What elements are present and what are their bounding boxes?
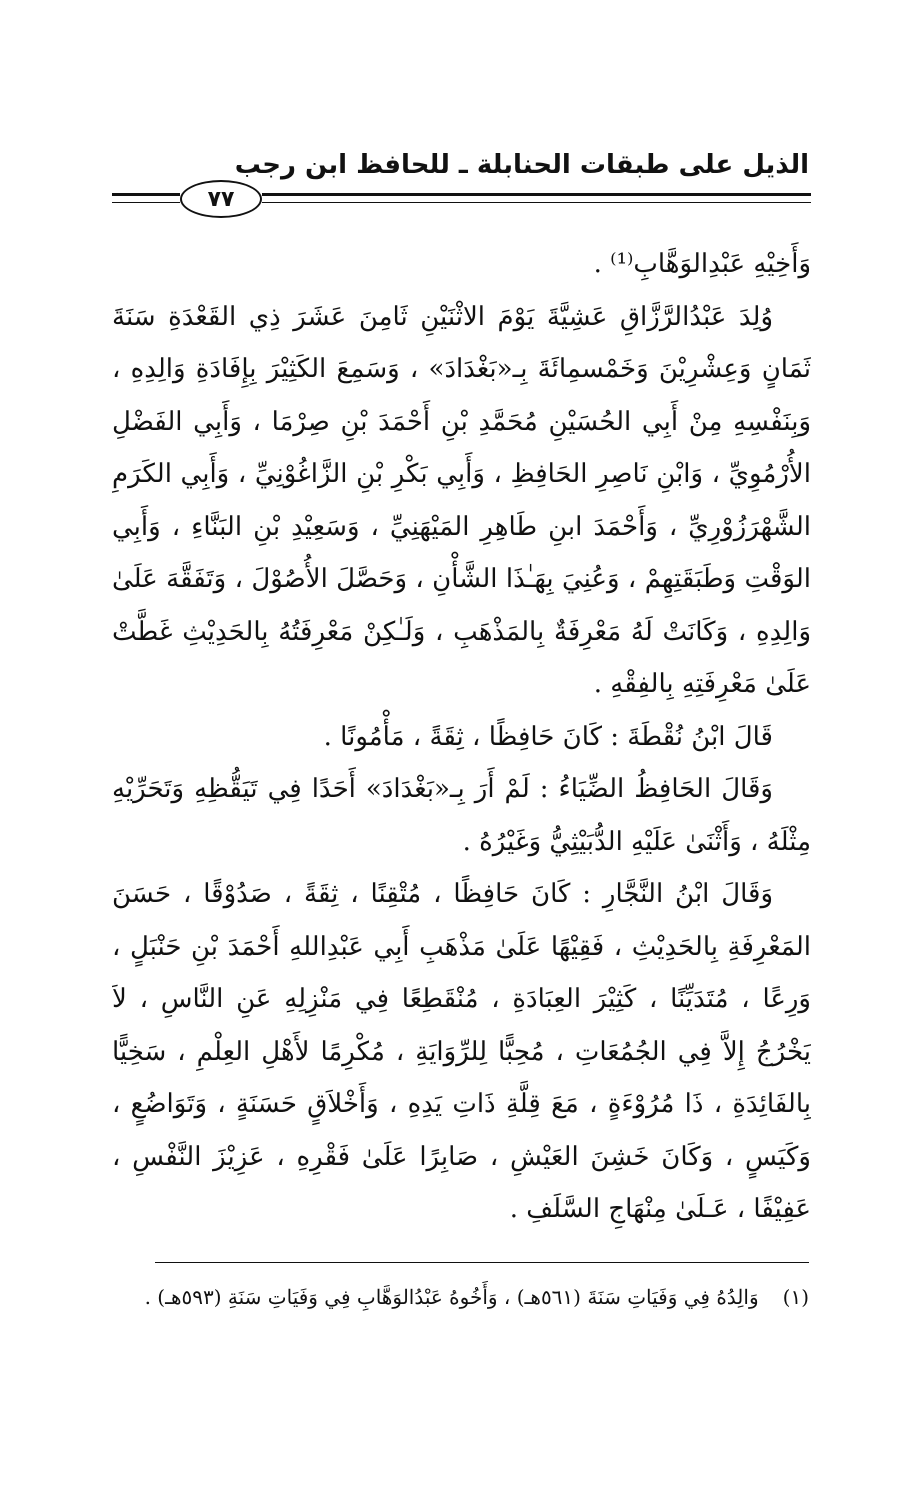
header-rule-right: [262, 193, 811, 203]
paragraph: وُلِدَ عَبْدُالرَّزَّاقِ عَشِيَّةَ يَوْمَ الاثْنَيْنِ ثَامِنَ عَشَرَ ذِي القَعْدَةِ سَنَةَ ثَمَانٍ وَعِشْرِيْنَ وَخَمْسمِائَةَ بِـ«بَغْدَادَ» ، وَسَمِعَ الكَثِيْرَ بِإِفَادَةِ وَالِدِهِ ، وَبِنَفْسِهِ مِنْ أَبِي الحُسَيْنِ مُحَمَّدِ بْنِ أَحْمَدَ بْنِ صِرْمَا ، وَأَبِي الفَضْلِ الأُرْمُوِيِّ ، وَابْنِ نَاصِرِ الحَافِظِ ، وَأَبِي بَكْرِ بْنِ الزَّاغُوْنِيِّ ، وَأَبِي الكَرَمِ الشَّهْرَزُوْرِيِّ ، وَأَحْمَدَ ابنِ طَاهِرِ المَيْهَنِيِّ ، وَسَعِيْدِ بْنِ البَنَّاءِ ، وَأَبِي الوَقْتِ وَطَبَقَتِهِمْ ، وَعُنِيَ بِهَـٰذَا الشَّأْنِ ، وَحَصَّلَ الأُصُوْلَ ، وَتَفَقَّهَ عَلَىٰ وَالِدِهِ ، وَكَانَتْ لَهُ مَعْرِفَةٌ بِالمَذْهَبِ ، وَلَـٰكِنْ مَعْرِفَتُهُ بِالحَدِيْثِ غَطَّتْ عَلَىٰ مَعْرِفَتِهِ بِالفِقْهِ .: [112, 301, 811, 699]
main-text: [112, 238, 811, 1238]
paragraph: وَقَالَ الحَافِظُ الضِّيَاءُ : لَمْ أَرَ بِـ«بَغْدَادَ» أَحَدًا فِي تَيَقُّظِهِ وَتَحَرِّيْهِ مِثْلَهُ ، وَأَثْنَىٰ عَلَيْهِ الدُّبَيْثِيُّ وَغَيْرُهُ .: [112, 774, 811, 857]
footnote-marker: (١): [782, 1285, 809, 1309]
paragraph: [112, 1236, 811, 1239]
paragraph: قَالَ ابْنُ نُقْطَةَ : كَانَ حَافِظًا ، ثِقَةً ، مَأْمُونًا .: [323, 721, 773, 752]
footnote-text: وَالِدُهُ فِي وَفَيَاتِ سَنَةَ (٥٦١هـ) ، وَأَخُوهُ عَبْدُالوَهَّابِ فِي وَفَيَاتِ سَنَةِ (٥٩٣هـ) .: [144, 1285, 759, 1309]
paragraph: وَأَخِيْهِ عَبْدِالوَهَّابِ⁽¹⁾ .: [593, 249, 811, 279]
footnote: [110, 1282, 809, 1312]
running-header-title: الذيل على طبقات الحنابلة ـ للحافظ ابن رجب: [234, 150, 809, 180]
paragraph: وَقَالَ ابْنُ النَّجَّارِ : كَانَ حَافِظًا ، مُتْقِنًا ، ثِقَةً ، صَدُوْقًا ، حَسَنَ المَعْرِفَةِ بِالحَدِيْثِ ، فَقِيْهًا عَلَىٰ مَذْهَبِ أَبِي عَبْدِاللهِ أَحْمَدَ بْنِ حَنْبَلٍ ، وَرِعًا ، مُتَدَيِّنًا ، كَثِيْرَ العِبَادَةِ ، مُنْقَطِعًا فِي مَنْزِلِهِ عَنِ النَّاسِ ، لاَ يَخْرُجُ إِلاَّ فِي الجُمُعَاتِ ، مُحِبًّا لِلرِّوَايَةِ ، مُكْرِمًا لأَهْلِ العِلْمِ ، سَخِيًّا بِالفَائِدَةِ ، ذَا مُرُوْءَةٍ ، مَعَ قِلَّةِ ذَاتِ يَدِهِ ، وَأَخْلاَقٍ حَسَنَةٍ ، وَتَوَاضُعٍ ، وَكَيَسٍ ، وَكَانَ خَشِنَ العَيْشِ ، صَابِرًا عَلَىٰ فَقْرِهِ ، عَزِيْزَ النَّفْسِ ، عَفِيْفًا ، عَـلَىٰ مِنْهَاجِ السَّلَفِ .: [112, 879, 811, 1224]
page-number: ٧٧: [180, 180, 262, 218]
footnote-separator: [155, 1262, 809, 1263]
header-rule-left: [112, 193, 180, 203]
